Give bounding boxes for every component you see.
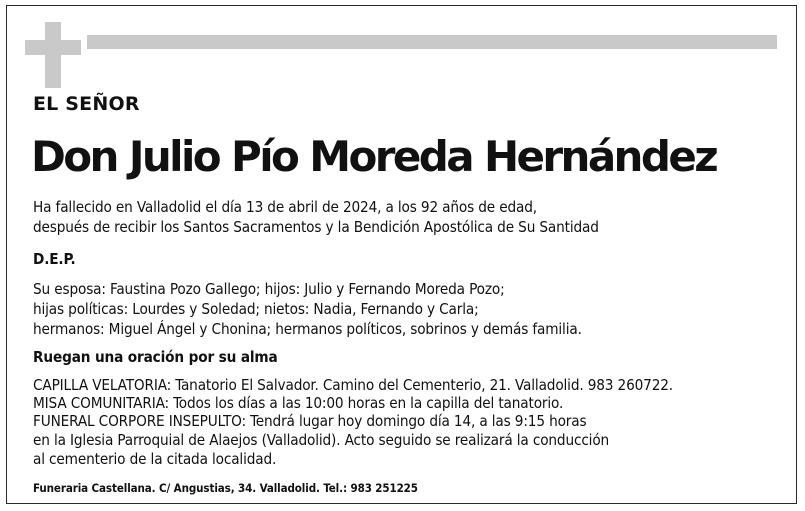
family-line-1: Su esposa: Faustina Pozo Gallego; hijos: Julio y Fernando Moreda Pozo; <box>33 280 505 298</box>
cross-horizontal-bar <box>25 40 81 55</box>
family-line-3: hermanos: Miguel Ángel y Chonina; hermanos políticos, sobrinos y demás familia. <box>33 320 582 338</box>
cross-vertical-bar <box>45 22 61 88</box>
family-line-2: hijas políticas: Lourdes y Soledad; nietos: Nadia, Fernando y Carla; <box>33 300 479 318</box>
dep-label: D.E.P. <box>33 250 76 268</box>
funeral-home-footer: Funeraria Castellana. C/ Angustias, 34. Valladolid. Tel.: 983 251225 <box>33 481 418 495</box>
header-rule <box>87 35 777 49</box>
title-label: EL SEÑOR <box>33 93 140 115</box>
deceased-name: Don Julio Pío Moreda Hernández <box>31 132 717 181</box>
details-line-1: CAPILLA VELATORIA: Tanatorio El Salvador. Camino del Cementerio, 21. Valladolid. 983 260722. <box>33 376 673 394</box>
announcement-line-1: Ha fallecido en Valladolid el día 13 de abril de 2024, a los 92 años de edad, <box>33 198 537 216</box>
details-line-3: FUNERAL CORPORE INSEPULTO: Tendrá lugar hoy domingo día 14, a las 9:15 horas <box>33 412 587 430</box>
details-line-5: al cementerio de la citada localidad. <box>33 450 277 468</box>
prayer-request: Ruegan una oración por su alma <box>33 348 278 366</box>
obituary-notice <box>6 5 797 504</box>
details-line-4: en la Iglesia Parroquial de Alaejos (Valladolid). Acto seguido se realizará la conducción <box>33 431 610 449</box>
details-line-2: MISA COMUNITARIA: Todos los días a las 10:00 horas en la capilla del tanatorio. <box>33 394 564 412</box>
announcement-line-2: después de recibir los Santos Sacramentos y la Bendición Apostólica de Su Santidad <box>33 218 599 236</box>
